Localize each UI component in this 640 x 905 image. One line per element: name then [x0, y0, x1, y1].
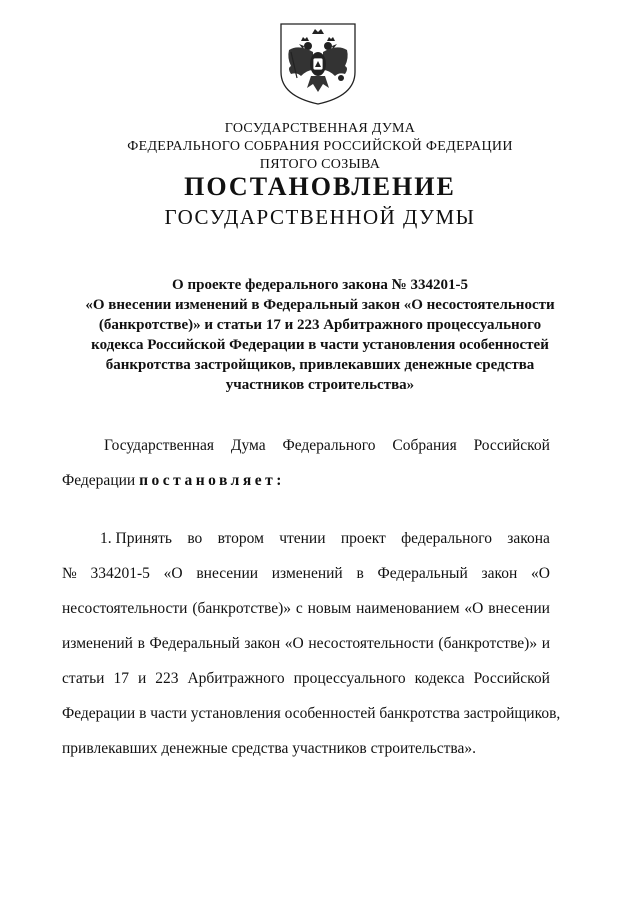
- subject-line: «О внесении изменений в Федеральный закон «О несостоятельности: [85, 297, 555, 313]
- preamble-line-2: [62, 472, 550, 490]
- word: внесении: [488, 600, 550, 617]
- word: кодекса: [414, 670, 465, 687]
- word: Федерации: [62, 472, 136, 489]
- word: новым: [307, 600, 352, 617]
- paragraph-line-1: [100, 530, 550, 548]
- word: Государственная: [104, 437, 215, 454]
- word: (банкротстве)»: [192, 600, 291, 617]
- word: закон: [244, 635, 281, 652]
- word: 223: [155, 670, 179, 687]
- word: Федеральный: [149, 635, 240, 652]
- word: 17: [113, 670, 129, 687]
- word: «О: [284, 635, 304, 652]
- header-line-institution: ГОСУДАРСТВЕННАЯ ДУМА: [224, 121, 416, 136]
- subject-line: банкротства застройщиков, привлекавших денежные средства: [105, 357, 535, 373]
- word: закона: [507, 530, 550, 547]
- word: Дума: [230, 437, 266, 454]
- word: и: [541, 635, 550, 652]
- paragraph-line-2: [62, 565, 550, 583]
- subject-line: (банкротстве)» и статьи 17 и 223 Арбитражного процессуального: [98, 317, 542, 333]
- word: Арбитражного: [187, 670, 285, 687]
- word: изменений: [62, 635, 133, 652]
- word: №: [62, 565, 77, 582]
- word: федерального: [401, 530, 492, 547]
- paragraph-line-6: Федерации в части установления особенностей банкротства застройщиков,: [62, 705, 561, 722]
- word: в: [356, 565, 364, 582]
- word: несостоятельности: [308, 635, 434, 652]
- word: «О: [464, 600, 484, 617]
- preamble-line-1: [104, 437, 550, 455]
- word: чтении: [279, 530, 326, 547]
- word: втором: [217, 530, 264, 547]
- word: Российской: [473, 437, 550, 454]
- word: проект: [340, 530, 386, 547]
- double-headed-eagle-icon: [277, 22, 359, 106]
- word: внесении: [196, 565, 259, 582]
- document-title: ПОСТАНОВЛЕНИЕ: [184, 172, 456, 201]
- word: Федеральный: [377, 565, 468, 582]
- paragraph-line-4: [62, 635, 550, 653]
- word: Российской: [473, 670, 550, 687]
- word: и: [137, 670, 147, 687]
- document-header: [0, 120, 640, 174]
- word: закон: [481, 565, 518, 582]
- header-line-convocation: ПЯТОГО СОЗЫВА: [259, 157, 381, 172]
- word: (банкротстве)»: [438, 635, 538, 652]
- word: с: [295, 600, 303, 617]
- word: «О: [163, 565, 183, 582]
- word: Собрания: [392, 437, 457, 454]
- word: наименованием: [356, 600, 460, 617]
- paragraph-line-3: [62, 600, 550, 618]
- word: несостоятельности: [62, 600, 188, 617]
- document-subject: [40, 275, 600, 395]
- word: изменений: [271, 565, 343, 582]
- word: статьи: [62, 670, 105, 687]
- word: в: [137, 635, 145, 652]
- resolves-spaced-word: постановляет:: [139, 472, 285, 489]
- word: процессуального: [293, 670, 406, 687]
- subject-line: кодекса Российской Федерации в части установления особенностей: [91, 337, 549, 353]
- paragraph-line-7: привлекавших денежные средства участников строительства».: [62, 740, 476, 757]
- header-line-assembly: ФЕДЕРАЛЬНОГО СОБРАНИЯ РОССИЙСКОЙ ФЕДЕРАЦИИ: [127, 139, 513, 154]
- subject-line: О проекте федерального закона № 334201-5: [172, 277, 468, 293]
- word: Федерального: [282, 437, 376, 454]
- subject-line: участников строительства»: [225, 377, 415, 393]
- word: 334201-5: [90, 565, 150, 582]
- word: «О: [530, 565, 550, 582]
- word: 1. Принять: [100, 530, 173, 547]
- paragraph-line-5: [62, 670, 550, 688]
- coat-of-arms-emblem: [277, 22, 359, 106]
- document-subtitle: ГОСУДАРСТВЕННОЙ ДУМЫ: [164, 205, 476, 229]
- word: во: [187, 530, 203, 547]
